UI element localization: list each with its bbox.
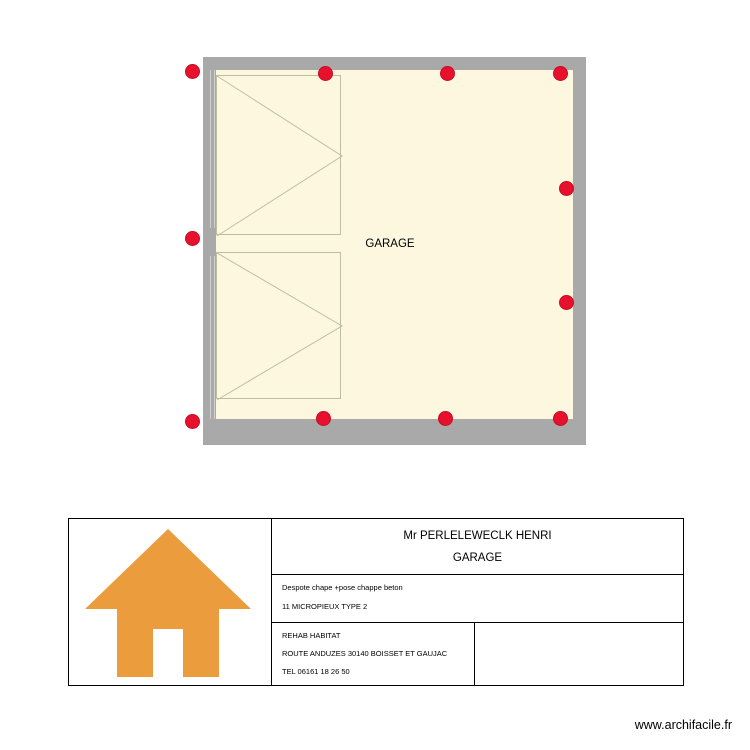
client-name: Mr PERLELEWECLK HENRI — [403, 529, 552, 542]
micropile-marker — [316, 411, 331, 426]
logo-cell — [69, 519, 272, 685]
micropile-marker — [185, 231, 200, 246]
wall-pier-middle — [203, 228, 216, 256]
micropile-marker — [553, 411, 568, 426]
micropile-marker — [440, 66, 455, 81]
micropile-marker — [185, 414, 200, 429]
description-cell — [272, 575, 683, 623]
empty-cell — [475, 623, 683, 685]
description-line-1: Despote chape +pose chappe beton — [282, 583, 403, 593]
house-icon — [83, 525, 253, 680]
website-footer: www.archifacile.fr — [634, 718, 732, 732]
project-name: GARAGE — [452, 551, 503, 564]
description-line-2: 11 MICROPIEUX TYPE 2 — [282, 602, 368, 612]
garage-door-leaf-lower — [216, 252, 341, 399]
company-phone: TEL 06161 18 26 50 — [282, 667, 350, 676]
client-cell — [272, 519, 683, 575]
micropile-marker — [553, 66, 568, 81]
micropile-marker — [438, 411, 453, 426]
company-address: ROUTE ANDUZES 30140 BOISSET ET GAUJAC — [282, 649, 448, 658]
title-block-fields — [272, 519, 683, 685]
door-swing-upper-icon — [217, 76, 342, 236]
micropile-marker — [185, 64, 200, 79]
company-name: REHAB HABITAT — [282, 631, 341, 640]
door-swing-lower-icon — [217, 253, 342, 400]
micropile-marker — [318, 66, 333, 81]
company-row — [272, 623, 683, 685]
micropile-marker — [559, 295, 574, 310]
title-block — [68, 518, 684, 686]
company-cell — [272, 623, 475, 685]
micropile-marker — [559, 181, 574, 196]
room-label-garage: GARAGE — [365, 238, 415, 250]
garage-door-leaf-upper — [216, 75, 341, 235]
